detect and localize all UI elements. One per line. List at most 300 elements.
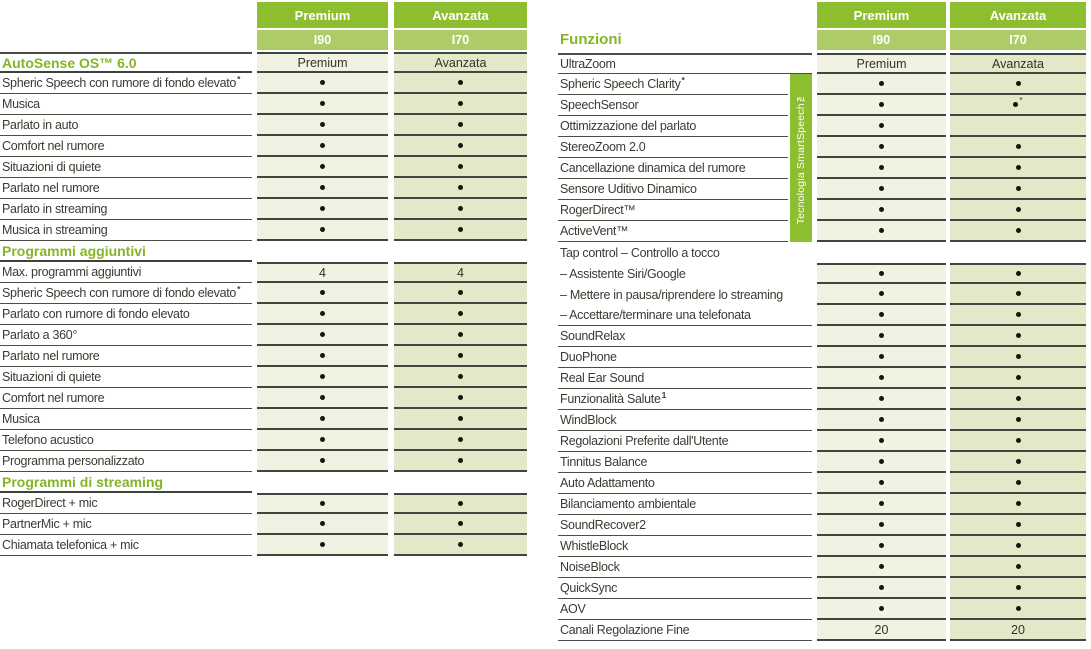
- feature-label: [0, 262, 252, 283]
- feature-dot-icon: [1016, 606, 1021, 611]
- value-cell-i90: [257, 94, 388, 115]
- value-cell-i90: [817, 557, 946, 578]
- feature-dot-icon: [458, 164, 463, 169]
- feature-row: [0, 157, 530, 178]
- feature-dot-icon: [320, 458, 325, 463]
- feature-dot-icon: [1013, 102, 1018, 107]
- feature-dot-icon: [879, 312, 884, 317]
- feature-label-text: Parlato in auto: [2, 118, 79, 132]
- tier-label-premium: Premium: [817, 2, 946, 30]
- feature-label: [0, 283, 252, 304]
- value-cell-i70: [394, 325, 527, 346]
- feature-row: [558, 263, 1091, 284]
- value-cell-i70: [394, 283, 527, 304]
- feature-label-text: Musica: [2, 97, 40, 111]
- value-cell-i70: [950, 263, 1086, 284]
- feature-dot-icon: [879, 375, 884, 380]
- feature-label-text: Canali Regolazione Fine: [560, 623, 690, 637]
- feature-label: [0, 346, 252, 367]
- value-cell-i70: [394, 451, 527, 472]
- feature-dot-icon: [1016, 228, 1021, 233]
- feature-dot-icon: [1016, 543, 1021, 548]
- value-cell-i70: [950, 368, 1086, 389]
- value-cell-i90: Premium: [257, 52, 388, 73]
- feature-dot-icon: [1016, 375, 1021, 380]
- feature-row: [558, 515, 1091, 536]
- value-cell-i90: 20: [817, 620, 946, 641]
- feature-label-text: StereoZoom 2.0: [560, 140, 646, 154]
- feature-dot-icon: [458, 290, 463, 295]
- feature-dot-icon: [320, 185, 325, 190]
- feature-row: [558, 179, 1091, 200]
- value-cell-i70: [394, 178, 527, 199]
- value-cell-i70: [394, 430, 527, 451]
- feature-label-text: Regolazioni Preferite dall'Utente: [560, 434, 729, 448]
- feature-label-text: SpeechSensor: [560, 98, 639, 112]
- feature-dot-icon: [879, 543, 884, 548]
- feature-label-text: Spheric Speech con rumore di fondo elevato: [2, 76, 237, 90]
- feature-row: [558, 74, 1091, 95]
- feature-dot-icon: [879, 123, 884, 128]
- value-cell-i70: [394, 136, 527, 157]
- value-cell-i90: [257, 514, 388, 535]
- feature-label-text: DuoPhone: [560, 350, 617, 364]
- column-header-i70: [950, 2, 1086, 50]
- value-cell-i90: [257, 304, 388, 325]
- feature-row: [0, 115, 530, 136]
- feature-row: [558, 473, 1091, 494]
- feature-row: [558, 368, 1091, 389]
- value-cell-i70: [394, 367, 527, 388]
- tier-label-avanzata: Avanzata: [950, 2, 1086, 30]
- feature-dot-icon: [320, 332, 325, 337]
- feature-dot-icon: [320, 206, 325, 211]
- feature-label: [0, 115, 252, 136]
- feature-dot-icon: [1016, 417, 1021, 422]
- feature-label: [0, 220, 252, 241]
- feature-row: [558, 326, 1091, 347]
- value-cell-i70: Avanzata: [394, 52, 527, 73]
- feature-dot-icon: [1016, 271, 1021, 276]
- feature-label: [558, 242, 812, 263]
- feature-dot-icon: [458, 101, 463, 106]
- value-cell-i90: [817, 515, 946, 536]
- feature-label: [558, 536, 812, 557]
- feature-label-text: Musica: [2, 412, 40, 426]
- value-cell-i90: [257, 388, 388, 409]
- feature-row: [0, 73, 530, 94]
- feature-dot-icon: [1016, 81, 1021, 86]
- section-title: [0, 52, 252, 73]
- feature-dot-icon: [458, 395, 463, 400]
- value-cell-i90: [257, 535, 388, 556]
- feature-dot-icon: [458, 227, 463, 232]
- value-cell-i90: [817, 200, 946, 221]
- value-cell-i90: [817, 158, 946, 179]
- feature-row: [0, 199, 530, 220]
- feature-dot-icon: [320, 521, 325, 526]
- value-cell-i70: [950, 158, 1086, 179]
- feature-row: [0, 220, 530, 241]
- feature-dot-icon: [879, 501, 884, 506]
- feature-label: [558, 578, 812, 599]
- value-cell-i70: [950, 431, 1086, 452]
- value-cell-i70: [394, 115, 527, 136]
- feature-label-text: Tinnitus Balance: [560, 455, 648, 469]
- feature-label-text: Parlato con rumore di fondo elevato: [2, 307, 190, 321]
- value-cell-i70: [394, 346, 527, 367]
- feature-label: [0, 535, 252, 556]
- feature-label: [0, 304, 252, 325]
- feature-dot-icon: [320, 143, 325, 148]
- feature-label-text: – Assistente Siri/Google: [560, 266, 686, 281]
- feature-dot-icon: [320, 164, 325, 169]
- feature-label: [558, 494, 812, 515]
- feature-dot-icon: [879, 144, 884, 149]
- value-cell-i70: 4: [394, 262, 527, 283]
- value-cell-i90: [817, 284, 946, 305]
- feature-dot-icon: [320, 80, 325, 85]
- feature-label: [0, 493, 252, 514]
- value-cell-i70: [950, 284, 1086, 305]
- feature-dot-icon: [320, 353, 325, 358]
- feature-row: [558, 347, 1091, 368]
- value-cell-i90: [817, 137, 946, 158]
- feature-dot-icon: [1016, 207, 1021, 212]
- feature-row: [558, 137, 1091, 158]
- value-cell-i70: [950, 200, 1086, 221]
- value-cell-i90: [817, 116, 946, 137]
- value-cell-i90: [817, 263, 946, 284]
- feature-dot-icon: [320, 290, 325, 295]
- feature-dot-icon: [1016, 585, 1021, 590]
- value-cell-i90: [817, 74, 946, 95]
- value-cell-i70: [950, 452, 1086, 473]
- value-cell-i90: [257, 157, 388, 178]
- value-cell-i90: [817, 431, 946, 452]
- feature-dot-icon: [879, 417, 884, 422]
- feature-row: [0, 304, 530, 325]
- feature-dot-icon: [879, 271, 884, 276]
- value-cell-i70: [394, 220, 527, 241]
- value-cell-i90: [817, 95, 946, 116]
- feature-label: [0, 409, 252, 430]
- feature-row: [558, 494, 1091, 515]
- feature-dot-icon: [879, 228, 884, 233]
- feature-label: [558, 452, 812, 473]
- cell-superscript: *: [1019, 95, 1023, 105]
- label-superscript: 1: [661, 389, 667, 400]
- feature-row: [0, 367, 530, 388]
- feature-label: [0, 367, 252, 388]
- value-cell-i70: [394, 493, 527, 514]
- feature-label: [558, 116, 788, 137]
- feature-label: [0, 325, 252, 346]
- value-cell-i90: [257, 346, 388, 367]
- feature-dot-icon: [879, 438, 884, 443]
- value-cell-i70: [394, 409, 527, 430]
- value-cell-i70: [950, 389, 1086, 410]
- value-cell-i70: [394, 199, 527, 220]
- feature-label: [558, 179, 788, 200]
- column-header-i90: [817, 2, 946, 50]
- value-cell-i90: [817, 221, 946, 242]
- feature-label-text: RogerDirect™: [560, 203, 636, 217]
- feature-label: [558, 74, 788, 95]
- feature-dot-icon: [458, 521, 463, 526]
- value-cell-i90: [257, 178, 388, 199]
- value-cell-i90: [257, 136, 388, 157]
- feature-label-text: Parlato nel rumore: [2, 349, 100, 363]
- feature-dot-icon: [458, 185, 463, 190]
- value-cell-i90: [817, 452, 946, 473]
- section-title-funzioni: Funzioni: [560, 31, 622, 48]
- label-superscript: *: [681, 74, 685, 85]
- feature-row: [0, 535, 530, 556]
- value-cell-i70: [950, 116, 1086, 137]
- feature-dot-icon: [879, 564, 884, 569]
- feature-label-text: Auto Adattamento: [560, 476, 655, 490]
- feature-label: [558, 326, 812, 347]
- value-cell-i90: [817, 305, 946, 326]
- feature-row: [558, 578, 1091, 599]
- feature-row: [558, 158, 1091, 179]
- feature-label-text: Parlato in streaming: [2, 202, 108, 216]
- value-cell-i90: [257, 367, 388, 388]
- feature-dot-icon: [1016, 312, 1021, 317]
- feature-label-text: NoiseBlock: [560, 560, 620, 574]
- feature-dot-icon: [879, 291, 884, 296]
- feature-label: [0, 136, 252, 157]
- value-cell-i70: [950, 557, 1086, 578]
- feature-dot-icon: [458, 374, 463, 379]
- feature-dot-icon: [1016, 438, 1021, 443]
- feature-dot-icon: [1016, 291, 1021, 296]
- feature-dot-icon: [879, 186, 884, 191]
- value-cell-i90: [817, 368, 946, 389]
- feature-dot-icon: [879, 165, 884, 170]
- feature-label-text: Real Ear Sound: [560, 371, 645, 385]
- feature-dot-icon: [879, 102, 884, 107]
- section-row: [0, 472, 530, 493]
- feature-label: [558, 200, 788, 221]
- value-cell-i70: [394, 157, 527, 178]
- feature-dot-icon: [879, 333, 884, 338]
- feature-row: [558, 599, 1091, 620]
- feature-dot-icon: [879, 606, 884, 611]
- feature-row: [558, 95, 1091, 116]
- feature-label-text: Bilanciamento ambientale: [560, 497, 696, 511]
- feature-label: [558, 431, 812, 452]
- value-cell-i70: [394, 304, 527, 325]
- feature-label: [558, 221, 788, 242]
- feature-label-text: PartnerMic + mic: [2, 517, 92, 531]
- value-cell-i90: [817, 410, 946, 431]
- section-title: [0, 241, 252, 262]
- feature-label: [558, 368, 812, 389]
- value-cell-i90: [817, 536, 946, 557]
- value-cell-i70: [394, 535, 527, 556]
- feature-row: [558, 620, 1091, 641]
- value-cell-i70: [950, 137, 1086, 158]
- feature-dot-icon: [1016, 333, 1021, 338]
- feature-dot-icon: [1016, 396, 1021, 401]
- feature-label: [558, 137, 788, 158]
- value-cell-i70: [394, 514, 527, 535]
- feature-label: [558, 599, 812, 620]
- feature-label: [558, 389, 812, 410]
- feature-dot-icon: [458, 542, 463, 547]
- value-cell-i90: [817, 599, 946, 620]
- feature-dot-icon: [1016, 501, 1021, 506]
- feature-label: [0, 514, 252, 535]
- value-cell-i90: 4: [257, 262, 388, 283]
- feature-dot-icon: [1016, 480, 1021, 485]
- value-cell-i70: [950, 347, 1086, 368]
- feature-label: [558, 473, 812, 494]
- feature-dot-icon: [1016, 564, 1021, 569]
- feature-row: [558, 284, 1091, 305]
- feature-row: [0, 262, 530, 283]
- feature-row: [558, 557, 1091, 578]
- feature-label-text: Programmi di streaming: [2, 473, 164, 490]
- section-row: [0, 52, 530, 73]
- feature-row: [558, 53, 1091, 74]
- value-cell-i90: [817, 389, 946, 410]
- feature-dot-icon: [1016, 165, 1021, 170]
- feature-label: [558, 410, 812, 431]
- feature-label-text: – Accettare/terminare una telefonata: [560, 308, 751, 322]
- value-cell-i70: [950, 410, 1086, 431]
- feature-row: [0, 283, 530, 304]
- value-cell-i70: [950, 578, 1086, 599]
- feature-label-text: Spheric Speech con rumore di fondo elevato: [2, 286, 237, 300]
- feature-dot-icon: [458, 416, 463, 421]
- feature-dot-icon: [879, 522, 884, 527]
- value-cell-i90: [257, 325, 388, 346]
- feature-label-text: Tap control – Controllo a tocco: [560, 245, 720, 260]
- value-cell-i70: [950, 326, 1086, 347]
- feature-dot-icon: [320, 101, 325, 106]
- feature-dot-icon: [458, 80, 463, 85]
- value-cell-i90: [257, 283, 388, 304]
- section-title: [0, 472, 252, 493]
- label-superscript: *: [237, 73, 241, 84]
- feature-row: [558, 116, 1091, 137]
- feature-label-text: Programmi aggiuntivi: [2, 242, 146, 259]
- value-cell-i90: Premium: [817, 53, 946, 74]
- feature-label-text: Musica in streaming: [2, 223, 108, 237]
- feature-dot-icon: [458, 353, 463, 358]
- feature-label: [558, 95, 788, 116]
- feature-label: [0, 199, 252, 220]
- feature-label-text: SoundRelax: [560, 329, 626, 343]
- label-superscript: *: [237, 283, 241, 294]
- feature-dot-icon: [320, 122, 325, 127]
- feature-dot-icon: [320, 542, 325, 547]
- feature-label: [0, 178, 252, 199]
- value-cell-i90: [257, 199, 388, 220]
- smartspeech-banner-label: Tecnologia SmartSpeech™: [795, 91, 807, 225]
- feature-label-text: Comfort nel rumore: [2, 139, 105, 153]
- value-cell-i90: [817, 473, 946, 494]
- feature-row: [558, 305, 1091, 326]
- feature-label-text: QuickSync: [560, 581, 618, 595]
- feature-dot-icon: [879, 354, 884, 359]
- feature-label-text: Parlato a 360°: [2, 328, 78, 342]
- feature-label-text: SoundRecover2: [560, 518, 646, 532]
- section-row: [0, 241, 530, 262]
- feature-row: [558, 452, 1091, 473]
- feature-label: [558, 263, 812, 284]
- feature-label-text: Cancellazione dinamica del rumore: [560, 161, 746, 175]
- feature-row: [0, 514, 530, 535]
- value-cell-i90: [257, 220, 388, 241]
- value-cell-i70: 20: [950, 620, 1086, 641]
- feature-row: [0, 388, 530, 409]
- feature-dot-icon: [458, 122, 463, 127]
- feature-dot-icon: [879, 480, 884, 485]
- feature-row: [558, 389, 1091, 410]
- feature-label: [558, 158, 788, 179]
- feature-label: [0, 430, 252, 451]
- feature-label-text: Parlato nel rumore: [2, 181, 100, 195]
- feature-dot-icon: [458, 332, 463, 337]
- value-cell-i70: [950, 221, 1086, 242]
- model-label-i90: I90: [817, 30, 946, 50]
- value-cell-i70: [950, 74, 1086, 95]
- feature-dot-icon: [320, 416, 325, 421]
- feature-dot-icon: [1016, 186, 1021, 191]
- feature-row: [558, 536, 1091, 557]
- tier-label-premium: Premium: [257, 2, 388, 30]
- feature-label-text: Situazioni di quiete: [2, 160, 101, 174]
- feature-label-text: Telefono acustico: [2, 433, 94, 447]
- feature-label-text: Spheric Speech Clarity: [560, 77, 681, 91]
- feature-row: [558, 431, 1091, 452]
- feature-dot-icon: [458, 206, 463, 211]
- value-cell-i70: [394, 388, 527, 409]
- feature-dot-icon: [458, 458, 463, 463]
- feature-dot-icon: [1016, 354, 1021, 359]
- feature-dot-icon: [320, 437, 325, 442]
- value-cell-i70: [950, 599, 1086, 620]
- feature-row: [0, 178, 530, 199]
- value-cell-i70: [950, 494, 1086, 515]
- feature-label-text: Max. programmi aggiuntivi: [2, 265, 142, 279]
- feature-label: [558, 305, 812, 326]
- feature-label-text: UltraZoom: [560, 57, 616, 71]
- feature-label-text: Ottimizzazione del parlato: [560, 119, 697, 133]
- feature-dot-icon: [320, 395, 325, 400]
- model-label-i70: I70: [394, 30, 527, 50]
- feature-label: [0, 73, 252, 94]
- column-header-i90: [257, 2, 388, 50]
- value-cell-i90: [257, 409, 388, 430]
- feature-label-text: Sensore Uditivo Dinamico: [560, 182, 697, 196]
- feature-row: [558, 242, 1091, 263]
- feature-row: [0, 346, 530, 367]
- feature-dot-icon: [320, 374, 325, 379]
- feature-label: [558, 557, 812, 578]
- feature-dot-icon: [879, 396, 884, 401]
- value-cell-i90: [817, 179, 946, 200]
- feature-row: [0, 430, 530, 451]
- value-cell-i70: [950, 95, 1086, 116]
- value-cell-i70: [950, 179, 1086, 200]
- feature-dot-icon: [320, 227, 325, 232]
- feature-dot-icon: [1016, 459, 1021, 464]
